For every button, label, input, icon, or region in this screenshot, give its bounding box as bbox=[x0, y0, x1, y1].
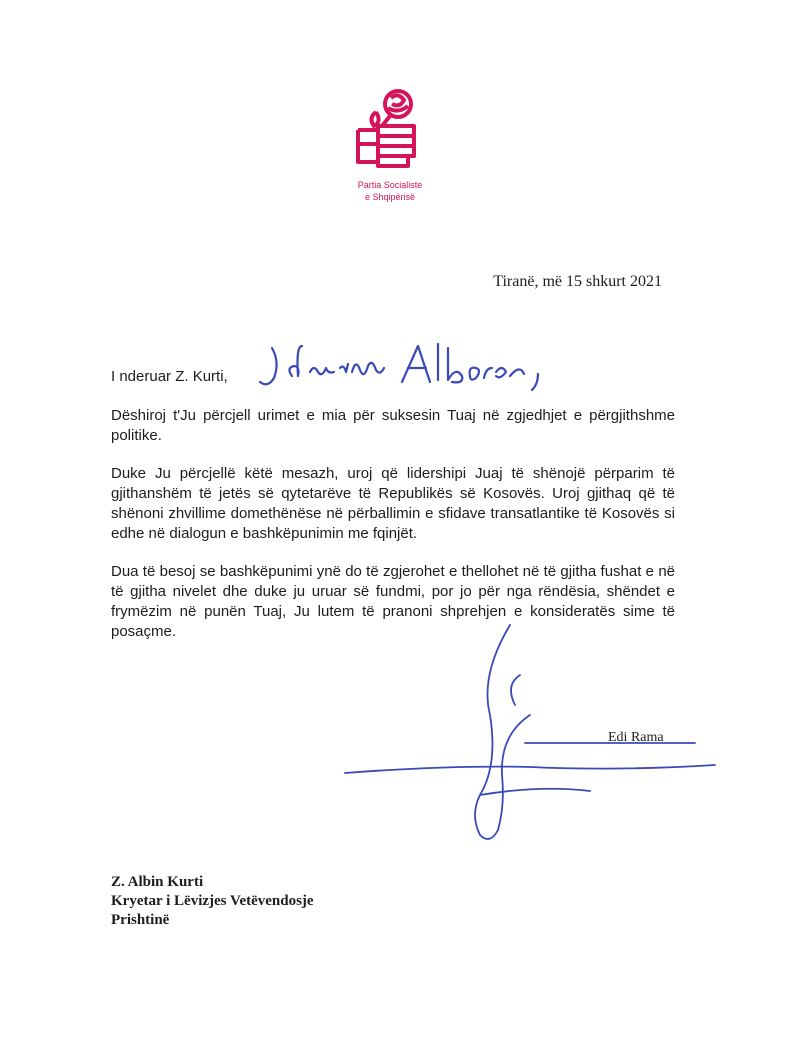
org-name-line2: e Shqipërisë bbox=[364, 192, 416, 202]
paragraph-1: Dëshiroj t'Ju përcjell urimet e mia për suksesin Tuaj në zgjedhjet e përgjithshme politike. bbox=[111, 407, 675, 444]
recipient-block bbox=[111, 873, 314, 930]
salutation: I nderuar Z. Kurti, bbox=[111, 368, 228, 385]
letter-date: Tiranë, më 15 shkurt 2021 bbox=[493, 273, 662, 290]
recipient-title: Kryetar i Lëvizjes Vetëvendosje bbox=[111, 893, 314, 909]
recipient-city: Prishtinë bbox=[111, 912, 170, 928]
signer-name: Edi Rama bbox=[608, 730, 664, 745]
handwritten-greeting bbox=[252, 338, 552, 398]
org-name-line1: Partia Socialiste bbox=[357, 180, 423, 190]
paragraph-2: Duke Ju përcjellë këtë mesazh, uroj që lidershipi Juaj të shënojë përparim të gjithanshëm të jetës së qytetarëve të Republikës së Kosovës. Uroj gjithaq që të shënoni zhvillime domethënëse në përballimin e sfidave transatlantike të Kosovës si edhe në dialogun e bashkëpunimin me fqinjët. bbox=[111, 465, 675, 542]
recipient-name: Z. Albin Kurti bbox=[111, 874, 204, 890]
paragraph-3: Dua të besoj se bashkëpunimi ynë do të zgjerohet e thellohet në të gjitha fushat e në të gjitha nivelet dhe duke ju uruar së fundmi, por jo për nga rëndësia, shëndet e frymëzim në punën Tuaj, Ju lutem të pranoni shprehjen e konsideratës sime të posaçme. bbox=[111, 563, 675, 640]
org-name bbox=[345, 179, 435, 203]
rose-fist-logo-icon bbox=[352, 86, 424, 172]
